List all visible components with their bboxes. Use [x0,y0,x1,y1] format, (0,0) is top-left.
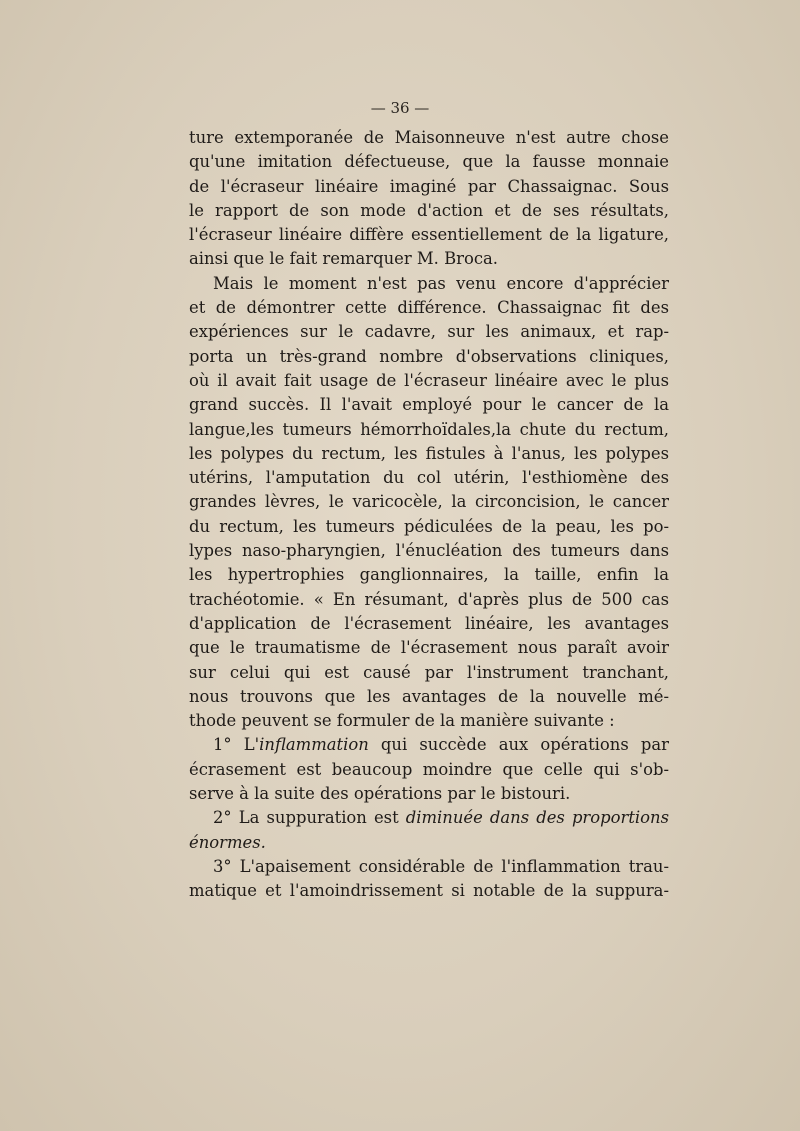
text-line: 3° L'apaisement considérable de l'inflammation trau- [213,856,669,876]
text-line: les hypertrophies ganglionnaires, la taille, enfin la [189,565,669,585]
text-line: d'application de l'écrasement linéaire, les avantages [189,613,669,633]
text-line: ture extemporanée de Maisonneuve n'est autre chose [189,128,669,147]
text-line: de l'écraseur linéaire imaginé par Chassaignac. Sous [189,176,669,196]
text-fragment: qui succède aux opérations par [368,735,669,755]
page-number: — 36 — [370,99,430,117]
text-line: Mais le moment n'est pas venu encore d'apprécier [213,273,669,293]
text-line: utérins, l'amputation du col utérin, l'esthiomène des [189,468,669,488]
text-line: matique et l'amoindrissement si notable de la suppura- [189,881,669,901]
body-text [189,126,669,904]
text-line: expériences sur le cadavre, sur les animaux, et rap- [189,322,669,342]
text-line-mixed [189,733,669,757]
italic-phrase: diminuée dans des proportions [405,808,669,828]
list-marker-1: 1° L' [213,735,260,755]
text-line: langue,les tumeurs hémorrhoïdales,la chute du rectum, [189,419,669,439]
text-line: lypes naso-pharyngien, l'énucléation des tumeurs dans [189,541,669,561]
text-line: sur celui qui est causé par l'instrument tranchant, [189,662,669,682]
italic-term: énormes. [189,832,266,852]
italic-term: inflammation [259,735,369,755]
italic-line [189,831,669,855]
text-line: thode peuvent se formuler de la manière suivante : [189,711,615,731]
text-line: les polypes du rectum, les fistules à l'anus, les polypes [189,443,669,463]
list-marker-2: 2° La suppuration est [213,808,406,828]
text-line: où il avait fait usage de l'écraseur linéaire avec le plus [189,370,669,390]
text-line: le rapport de son mode d'action et de ses résultats, [189,200,669,220]
text-line: ainsi que le fait remarquer M. Broca. [189,249,499,269]
text-line-mixed [189,806,669,830]
text-line: trachéotomie. « En résumant, d'après plus de 500 cas [189,589,669,609]
text-line: que le traumatisme de l'écrasement nous paraît avoir [189,638,669,658]
text-line: serve à la suite des opérations par le bistouri. [189,784,571,804]
text-line: qu'une imitation défectueuse, que la fausse monnaie [189,152,669,172]
text-line: grand succès. Il l'avait employé pour le cancer de la [189,395,669,415]
text-line: du rectum, les tumeurs pédiculées de la peau, les po- [189,516,669,536]
text-line: écrasement est beaucoup moindre que celle qui s'ob- [189,759,669,779]
text-line: nous trouvons que les avantages de la nouvelle mé- [189,686,669,706]
text-line: l'écraseur linéaire diffère essentiellement de la ligature, [189,225,669,245]
text-line: porta un très-grand nombre d'observations cliniques, [189,346,669,366]
text-line: et de démontrer cette différence. Chassaignac fit des [189,298,669,318]
text-line: grandes lèvres, le varicocèle, la circoncision, le cancer [189,492,669,512]
